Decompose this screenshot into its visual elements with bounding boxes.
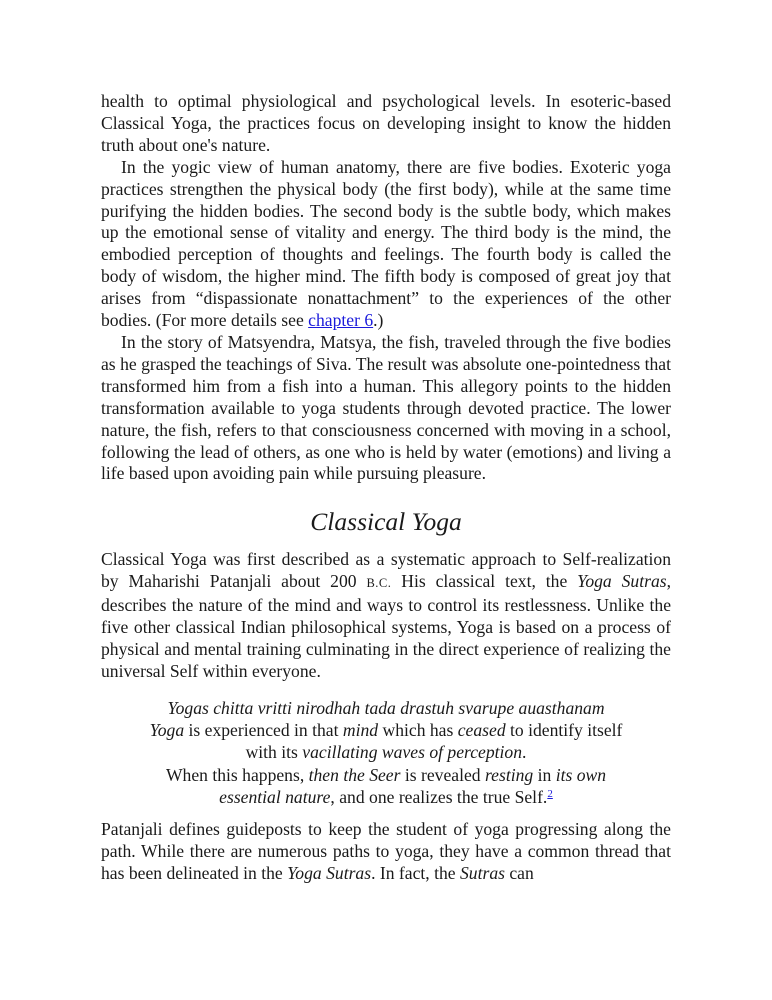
verse-seer: then the Seer xyxy=(308,764,401,785)
era-bc: B.C. xyxy=(366,576,392,591)
yoga-sutras-title: Yoga Sutras xyxy=(577,571,667,592)
verse-resting: resting xyxy=(484,764,534,785)
verse-mind: mind xyxy=(342,720,379,741)
verse-text: with its xyxy=(245,742,303,763)
chapter-6-link[interactable]: chapter 6 xyxy=(308,310,374,331)
paragraph-guideposts xyxy=(101,819,671,885)
verse-text: . xyxy=(522,742,527,763)
footnote-2-link[interactable]: 2 xyxy=(547,787,553,800)
paragraph-five-bodies xyxy=(101,157,671,332)
paragraph-classical-yoga xyxy=(101,549,671,682)
p5-text-2: . In fact, the xyxy=(371,863,460,884)
five-bodies-text: In the yogic view of human anatomy, there are five bodies. Exoteric yoga practices strengthen the physical body (the first body), while at the same time purifying the hidden bodies. The second body is the subtle body, which makes up the emotional sense of vitality and energy. The third body is the mind, the embodied perception of thoughts and feelings. The fourth body is called the body of wisdom, the higher mind. The fifth body is composed of great joy that arises from “dispassionate nonattachment” to the experiences of the other bodies. (For more details see xyxy=(101,156,671,331)
verse-line-5 xyxy=(101,786,671,808)
verse-essential-nature: essential nature xyxy=(219,786,331,807)
paragraph-matsyendra: In the story of Matsyendra, Matsya, the fish, traveled through the five bodies as he grasped the teachings of Siva. The result was absolute one-pointedness that transformed him from a fish into a human. This allegory points to the hidden transformation available to yoga students through devoted practice. The lower nature, the fish, refers to that consciousness concerned with moving in a school, following the lead of others, as one who is held by water (emotions) and living a life based upon avoiding pain while pursuing pleasure. xyxy=(101,331,671,484)
page-body xyxy=(101,91,671,885)
verse-text: is experienced in that xyxy=(184,720,343,741)
yoga-sutras-title-2: Yoga Sutras xyxy=(287,863,372,884)
verse-line-3 xyxy=(101,741,671,763)
verse-text: , and one realizes the true Self. xyxy=(330,786,548,807)
verse-its-own: its own xyxy=(555,764,607,785)
p5-text-1: Patanjali defines guideposts to keep the student of yoga progressing along the path. While there are numerous paths to yoga, they have a common thread that has been delineated in the xyxy=(101,819,671,884)
verse-yoga: Yoga xyxy=(149,720,185,741)
verse-line-4 xyxy=(101,764,671,786)
sutras-title: Sutras xyxy=(459,863,505,884)
verse-text: When this happens, xyxy=(165,764,309,785)
verse-sanskrit: Yogas chitta vritti nirodhah tada drastuh svarupe auasthanam xyxy=(167,697,605,718)
verse-waves: vacillating waves of perception xyxy=(302,742,522,763)
p4-text-3: , describes the nature of the mind and ways to control its restlessness. Unlike the five other classical Indian philosophical systems, Yoga is based on a process of physical and mental training culminating in the direct experience of realizing the universal Self within everyone. xyxy=(101,571,671,681)
verse-line-2 xyxy=(101,719,671,741)
p5-text-3: can xyxy=(504,863,534,884)
verse-text: which has xyxy=(378,720,458,741)
section-heading-classical-yoga: Classical Yoga xyxy=(310,507,462,537)
verse-text: is revealed xyxy=(400,764,485,785)
verse-text: in xyxy=(533,764,556,785)
five-bodies-end: .) xyxy=(373,310,384,331)
p4-text-1: Classical Yoga was first described as a systematic approach to Self-realization by Maharishi Patanjali about 200 xyxy=(101,549,671,592)
verse-text: to identify itself xyxy=(505,720,623,741)
sutra-verse xyxy=(101,697,671,808)
p4-text-2: His classical text, the xyxy=(391,571,578,592)
paragraph-health: health to optimal physiological and psychological levels. In esoteric-based Classical Yoga, the practices focus on developing insight to know the hidden truth about one's nature. xyxy=(101,91,671,155)
verse-ceased: ceased xyxy=(457,720,506,741)
